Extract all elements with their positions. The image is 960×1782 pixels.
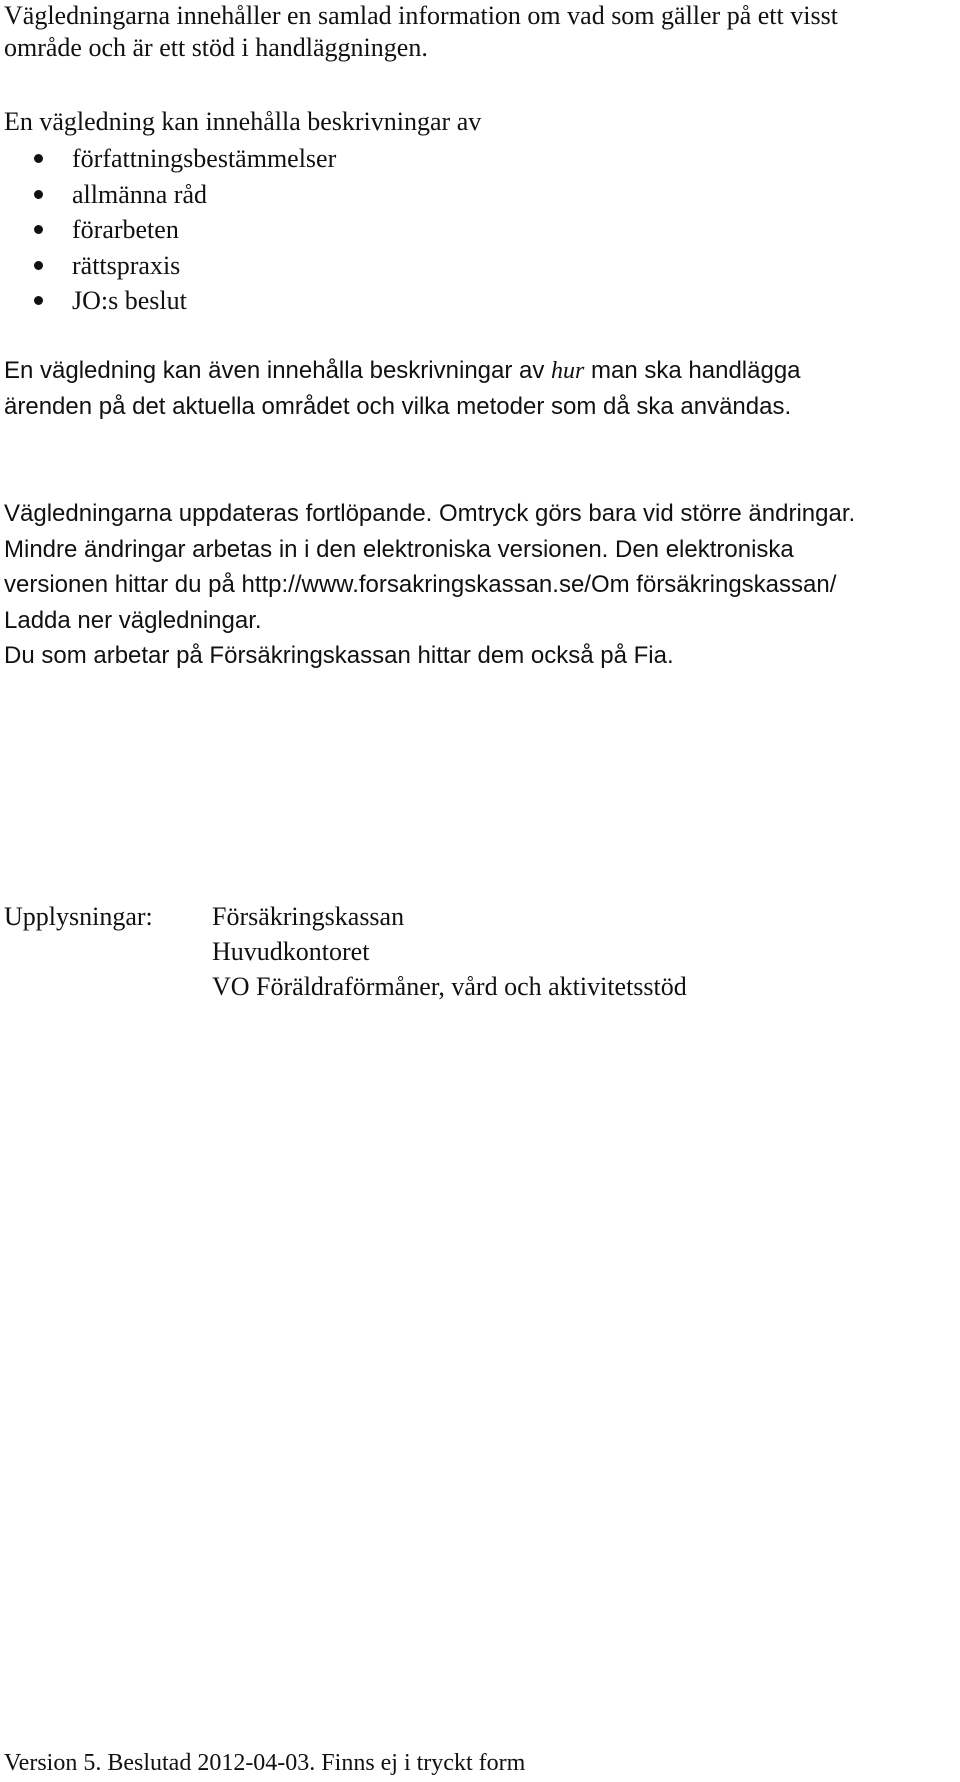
list-item-text: förarbeten bbox=[72, 215, 179, 244]
contact-line: VO Föräldraförmåner, vård och aktivitetsstöd bbox=[212, 972, 687, 1001]
intro-line: område och är ett stöd i handläggningen. bbox=[4, 33, 428, 62]
bullet-icon bbox=[34, 225, 43, 234]
update-line: Ladda ner vägledningar. bbox=[4, 606, 262, 634]
update-line: Vägledningarna uppdateras fortlöpande. Omtryck görs bara vid större ändringar. bbox=[4, 500, 856, 527]
version-footer: Version 5. Beslutad 2012-04-03. Finns ej i tryckt form bbox=[4, 1750, 526, 1776]
information-contact bbox=[212, 899, 687, 1004]
list-item-text: författningsbestämmelser bbox=[72, 144, 337, 173]
list-item bbox=[30, 212, 336, 248]
contact-line: Huvudkontoret bbox=[212, 937, 370, 966]
method-text: En vägledning kan även innehålla beskrivningar av bbox=[4, 357, 552, 384]
list-item bbox=[30, 177, 336, 213]
intro-paragraph bbox=[4, 0, 838, 64]
method-line bbox=[4, 353, 954, 389]
update-line: versionen hittar du på http://www.forsakringskassan.se/Om försäkringskassan/ bbox=[4, 571, 837, 598]
method-line: ärenden på det aktuella området och vilka metoder som då ska användas. bbox=[4, 393, 792, 420]
list-item-text: JO:s beslut bbox=[72, 286, 187, 315]
bullet-icon bbox=[34, 261, 43, 270]
list-item bbox=[30, 141, 336, 177]
update-line: Du som arbetar på Försäkringskassan hittar dem också på Fia. bbox=[4, 642, 674, 669]
method-text: man ska handlägga bbox=[584, 357, 801, 384]
lead-sentence: En vägledning kan innehålla beskrivningar av bbox=[4, 107, 482, 136]
update-paragraph bbox=[4, 496, 954, 674]
list-item bbox=[30, 283, 336, 319]
bullet-icon bbox=[34, 296, 43, 305]
emphasis-text: hur bbox=[551, 358, 585, 384]
list-item bbox=[30, 248, 336, 284]
bullet-icon bbox=[34, 154, 43, 163]
content-type-list bbox=[30, 141, 336, 319]
list-item-text: allmänna råd bbox=[72, 179, 207, 209]
bullet-icon bbox=[34, 190, 43, 199]
information-label: Upplysningar: bbox=[4, 902, 153, 931]
intro-line: Vägledningarna innehåller en samlad information om vad som gäller på ett visst bbox=[4, 1, 838, 30]
update-line: Mindre ändringar arbetas in i den elektroniska versionen. Den elektroniska bbox=[4, 535, 794, 563]
method-paragraph bbox=[4, 353, 954, 425]
contact-line: Försäkringskassan bbox=[212, 902, 405, 931]
list-item-text: rättspraxis bbox=[72, 250, 181, 280]
